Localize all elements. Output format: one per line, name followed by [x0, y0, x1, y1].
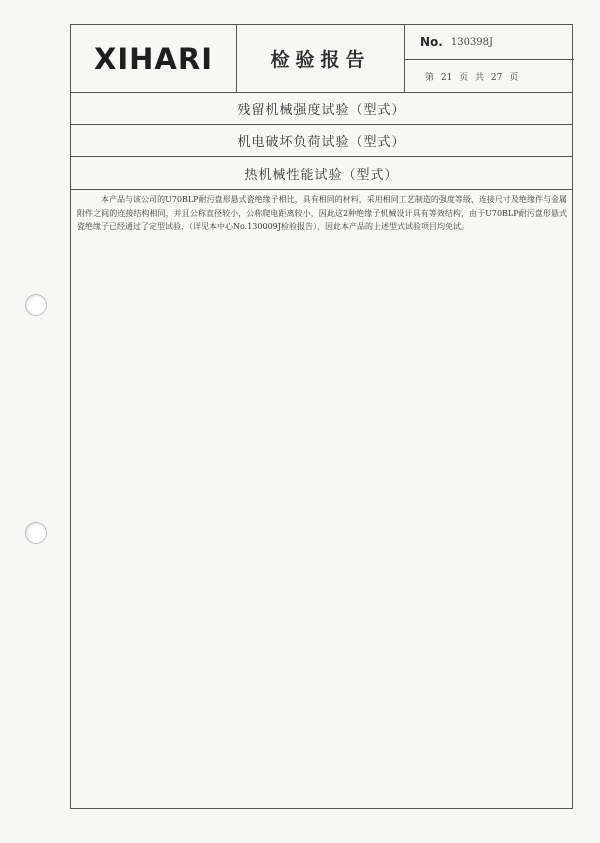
company-logo: XIHARI [94, 41, 213, 76]
binder-hole-top [25, 294, 47, 316]
test-title-electromechanical-failing-load: 机电破坏负荷试验（型式） [71, 125, 572, 157]
exemption-paragraph: 本产品与该公司的U70BLP耐污盘形悬式瓷绝缘子相比，具有相同的材料，采用相同工艺制造的强度等级、连接尺寸及绝缘件与金属附件之间的连接结构相同，并且公称直径较小，公称爬电距离较小，因此这2种绝缘子机械设计具有等效结构，由于U70BLP耐污盘形悬式瓷绝缘子已经通过了定型试验，（详见本中心No.130009J检验报告），因此本产品的上述型式试验项目均免试。 [77, 195, 567, 231]
report-header [71, 25, 572, 93]
page-indicator: 第 21 页 共 27 页 [425, 72, 519, 83]
report-number: 130398J [450, 36, 494, 48]
test-title-thermal-mechanical: 热机械性能试验（型式） [71, 157, 572, 190]
report-number-cell [405, 25, 574, 60]
logo-cell [71, 25, 237, 92]
report-title: 检验报告 [270, 49, 371, 71]
report-number-label: No. [420, 35, 443, 49]
info-cell [405, 25, 574, 92]
report-frame [70, 24, 573, 809]
title-cell [237, 25, 405, 92]
test-title-residual-strength: 残留机械强度试验（型式） [71, 93, 572, 125]
binder-hole-bottom [25, 522, 47, 544]
